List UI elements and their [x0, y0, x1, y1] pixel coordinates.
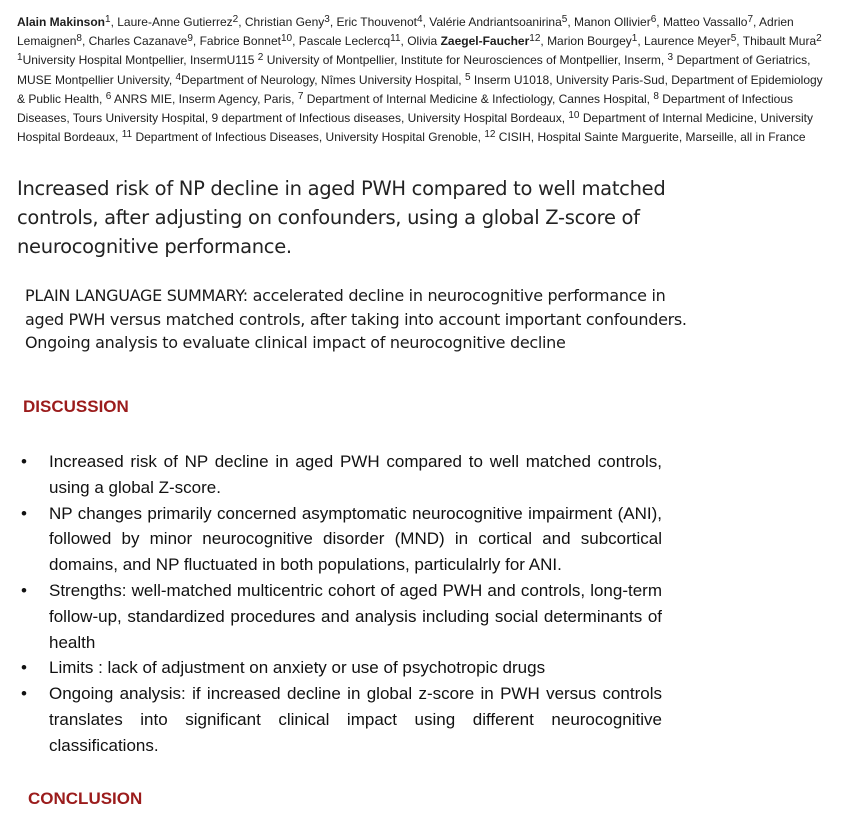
list-item-text: Limits : lack of adjustment on anxiety or use of psychotropic drugs	[49, 658, 546, 678]
author-name: Alain Makinson	[17, 15, 106, 29]
author-affiliation-block: Alain Makinson$^1$, Laure-Anne Gutierrez$^2$, Christian Geny$^3$, Eric Thouvenot$^4$, Valérie Andriantsoanirina$^5$, Manon Ollivier$^6$, Matteo Vassallo$^7$, Adrien Lemaignen$^8$, Charles Cazanave$^9$, Fabrice Bonnet$^{10}$, Pascale Leclercq$^{11}$, Olivia Zaegel-Faucher$^{12}$, Marion Bourgey$^1$, Laurence Meyer$^5$, Thibault Mura$^2$ $^1$University Hospital Montpellier, InsermU115 $^2$ University of Montpellier, Institute for Neurosciences of Montpellier, Inserm, $^3$ Department of Geriatrics, MUSE Montpellier University, $^4$Department of Neurology, Nîmes University Hospital, $^5$ Inserm U1018, University Paris-Sud, Department of Epidemiology & Public Health, $^6$ ANRS MIE, Inserm Agency, Paris, $^7$ Department of Internal Medicine & Infectiology, Cannes Hospital, $^8$ Department of Infectious Diseases, Tours University Hospital, 9 department of Infectious diseases, University Hospital Bordeaux, $^{10}$ Department of Internal Medicine, University Hospital Bordeaux, $^{11}$ Department of Infectious Diseases, University Hospital Grenoble, $^{12}$ CISIH, Hospital Sainte Marguerite, Marseille, all in France	[17, 14, 823, 145]
author-name: Thibault Mura	[742, 34, 817, 49]
list-item-text: Ongoing analysis: if increased decline in global z-score in PWH versus controls translates into significant clinical impact using different neurocognitive classifications.	[49, 684, 662, 755]
affiliation-text: Inserm U1018, University Paris-Sud, Department of Epidemiology & Public Health,	[17, 72, 823, 106]
author-superscript: 6	[650, 14, 657, 25]
list-item	[18, 578, 662, 655]
author-name: Manon Ollivier	[574, 15, 651, 29]
headline: Increased risk of NP decline in aged PWH compared to well matched controls, after adjusting on confounders, using a global Z-score of neurocognitive performance.	[17, 177, 666, 258]
conclusion-heading: CONCLUSION	[28, 789, 143, 808]
affiliation-text: Department of Infectious Diseases, University Hospital Grenoble,	[135, 130, 481, 145]
author-name: Pascale Leclercq	[298, 34, 391, 49]
author-superscript: 7	[747, 14, 753, 25]
list-item	[18, 681, 662, 758]
affiliation-superscript: 12	[484, 129, 496, 141]
author-name: Charles Cazanave	[88, 34, 188, 49]
discussion-list	[18, 449, 662, 759]
affiliation-superscript: 7	[297, 90, 304, 102]
list-item	[18, 655, 662, 681]
author-superscript: 10	[280, 33, 293, 45]
affiliation-text: University Hospital Montpellier, InsermU115	[22, 53, 255, 68]
affiliation-text: Department of Neurology, Nîmes University Hospital,	[181, 72, 462, 87]
affiliation-text: CISIH, Hospital Sainte Marguerite, Marseille, all in France	[498, 130, 806, 145]
author-name: Christian Geny	[244, 15, 325, 29]
author-name: Adrien Lemaignen	[17, 15, 794, 49]
list-item-text: NP changes primarily concerned asymptomatic neurocognitive impairment (ANI), followed by minor neurocognitive disorder (MND) in cortical and subcortical domains, and NP fluctuated in both populations, particulalrly for ANI.	[49, 503, 662, 575]
affiliation-superscript: 6	[105, 90, 112, 102]
affiliation-text: Department of Internal Medicine & Infectiology, Cannes Hospital,	[306, 91, 651, 106]
author-name: Marion Bourgey	[547, 34, 632, 49]
author-name: Laure-Anne Gutierrez	[117, 15, 233, 29]
author-name: Matteo Vassallo	[662, 15, 748, 29]
author-superscript: 2	[232, 14, 239, 25]
list-item	[18, 449, 662, 501]
affiliation-text: ANRS MIE, Inserm Agency, Paris,	[113, 91, 295, 106]
affiliation-superscript: 10	[568, 110, 580, 122]
affiliation-text: University of Montpellier, Institute for Neurosciences of Montpellier, Inserm,	[266, 53, 665, 68]
author-superscript: 8	[76, 33, 82, 45]
author-superscript: 4	[417, 14, 423, 25]
author-superscript: 1	[105, 14, 111, 25]
list-item-text: Increased risk of NP decline in aged PWH compared to well matched controls, using a global Z-score.	[49, 452, 662, 497]
author-name: Fabrice Bonnet	[199, 34, 281, 49]
affiliation-text: Department of Infectious Diseases, Tours University Hospital, 9 department of Infectious diseases, University Hospital Bordeaux,	[17, 91, 793, 126]
author-superscript: 9	[187, 33, 193, 45]
affiliation-superscript: 11	[121, 129, 133, 141]
bullet-icon: •	[21, 684, 27, 704]
author-superscript: 12	[529, 33, 541, 45]
affiliation-superscript: 5	[464, 71, 471, 83]
affiliation-superscript: 2	[257, 52, 264, 64]
bullet-icon: •	[21, 503, 27, 523]
affiliation-text: Department of Internal Medicine, University Hospital Bordeaux,	[17, 111, 813, 145]
author-superscript: 2	[816, 33, 822, 45]
affiliation-text: Department of Geriatrics, MUSE Montpellier University,	[17, 53, 811, 87]
author-name: Valérie Andriantsoanirina	[429, 15, 562, 29]
author-superscript: 11	[390, 33, 401, 45]
affiliation-superscript: 4	[175, 71, 182, 83]
affiliation-superscript: 1	[17, 52, 23, 64]
list-item	[18, 501, 662, 578]
affiliation-superscript: 3	[667, 52, 674, 64]
bullet-icon: •	[21, 658, 27, 678]
author-name: Olivia Zaegel-Faucher	[407, 34, 530, 49]
author-name: Laurence Meyer	[644, 34, 731, 49]
author-superscript: 5	[730, 33, 737, 45]
affiliation-superscript: 8	[653, 90, 659, 102]
discussion-heading: DISCUSSION	[23, 397, 129, 416]
author-superscript: 5	[561, 14, 568, 25]
bullet-icon: •	[21, 452, 27, 471]
author-name: Eric Thouvenot	[336, 15, 417, 29]
bullet-icon: •	[21, 580, 27, 600]
plain-language-summary: PLAIN LANGUAGE SUMMARY: accelerated decline in neurocognitive performance in aged PWH versus matched controls, after taking into account important confounders. Ongoing analysis to evaluate clinical impact of neurocognitive decline	[25, 286, 687, 352]
list-item-text: Strengths: well-matched multicentric cohort of aged PWH and controls, long-term follow-up, standardized procedures and analysis including social determinants of health	[49, 580, 662, 652]
author-superscript: 3	[324, 14, 330, 25]
author-superscript: 1	[631, 33, 638, 45]
